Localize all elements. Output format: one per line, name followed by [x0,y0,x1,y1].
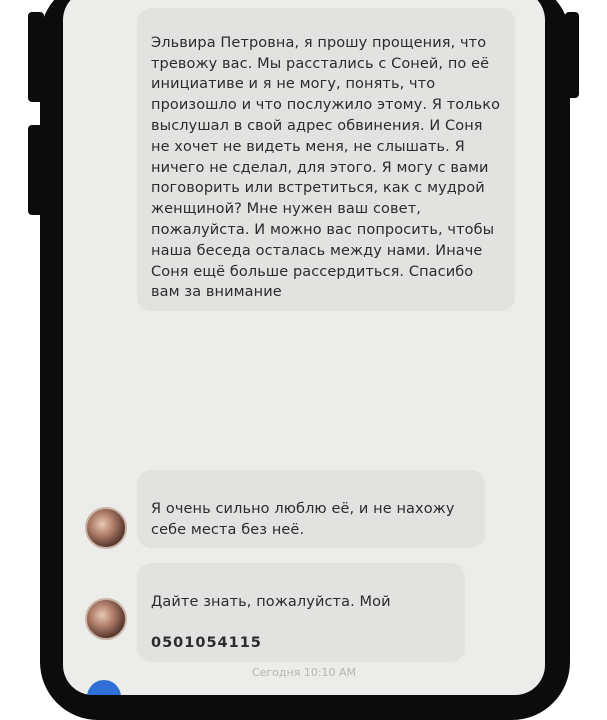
sender-avatar[interactable] [85,598,127,640]
message-text: Дайте знать, пожалуйста. Мой [151,593,391,610]
message-timestamp: Сегодня 10:10 AM [251,666,357,679]
blue-circle-icon[interactable] [87,680,121,695]
message-text: Эльвира Петровна, я прошу прощения, что тревожу вас. Мы расстались с Соней, по её инициативе и я не могу, понять, что произошло и что послужило этому. Я только выслушал в свой адрес обвинения. И Соня не хочет не видеть меня, не слышать. Я ничего не сделал, для этого. Я могу с вами поговорить или встретиться, как с мудрой женщиной? Мне нужен ваш совет, пожалуйста. И можно вас попросить, чтобы наша беседа осталась между нами. Иначе Соня ещё больше рассердиться. Спасибо вам за внимание [151,34,501,301]
message-text: Я очень сильно люблю её, и не нахожу себе места без неё. [151,500,455,538]
chat-screen [63,0,545,695]
message-bubble [137,8,515,311]
sender-avatar[interactable] [85,507,127,549]
phone-number[interactable]: 0501054115 [151,635,262,652]
message-bubble [137,563,465,662]
message-bubble [137,470,485,548]
